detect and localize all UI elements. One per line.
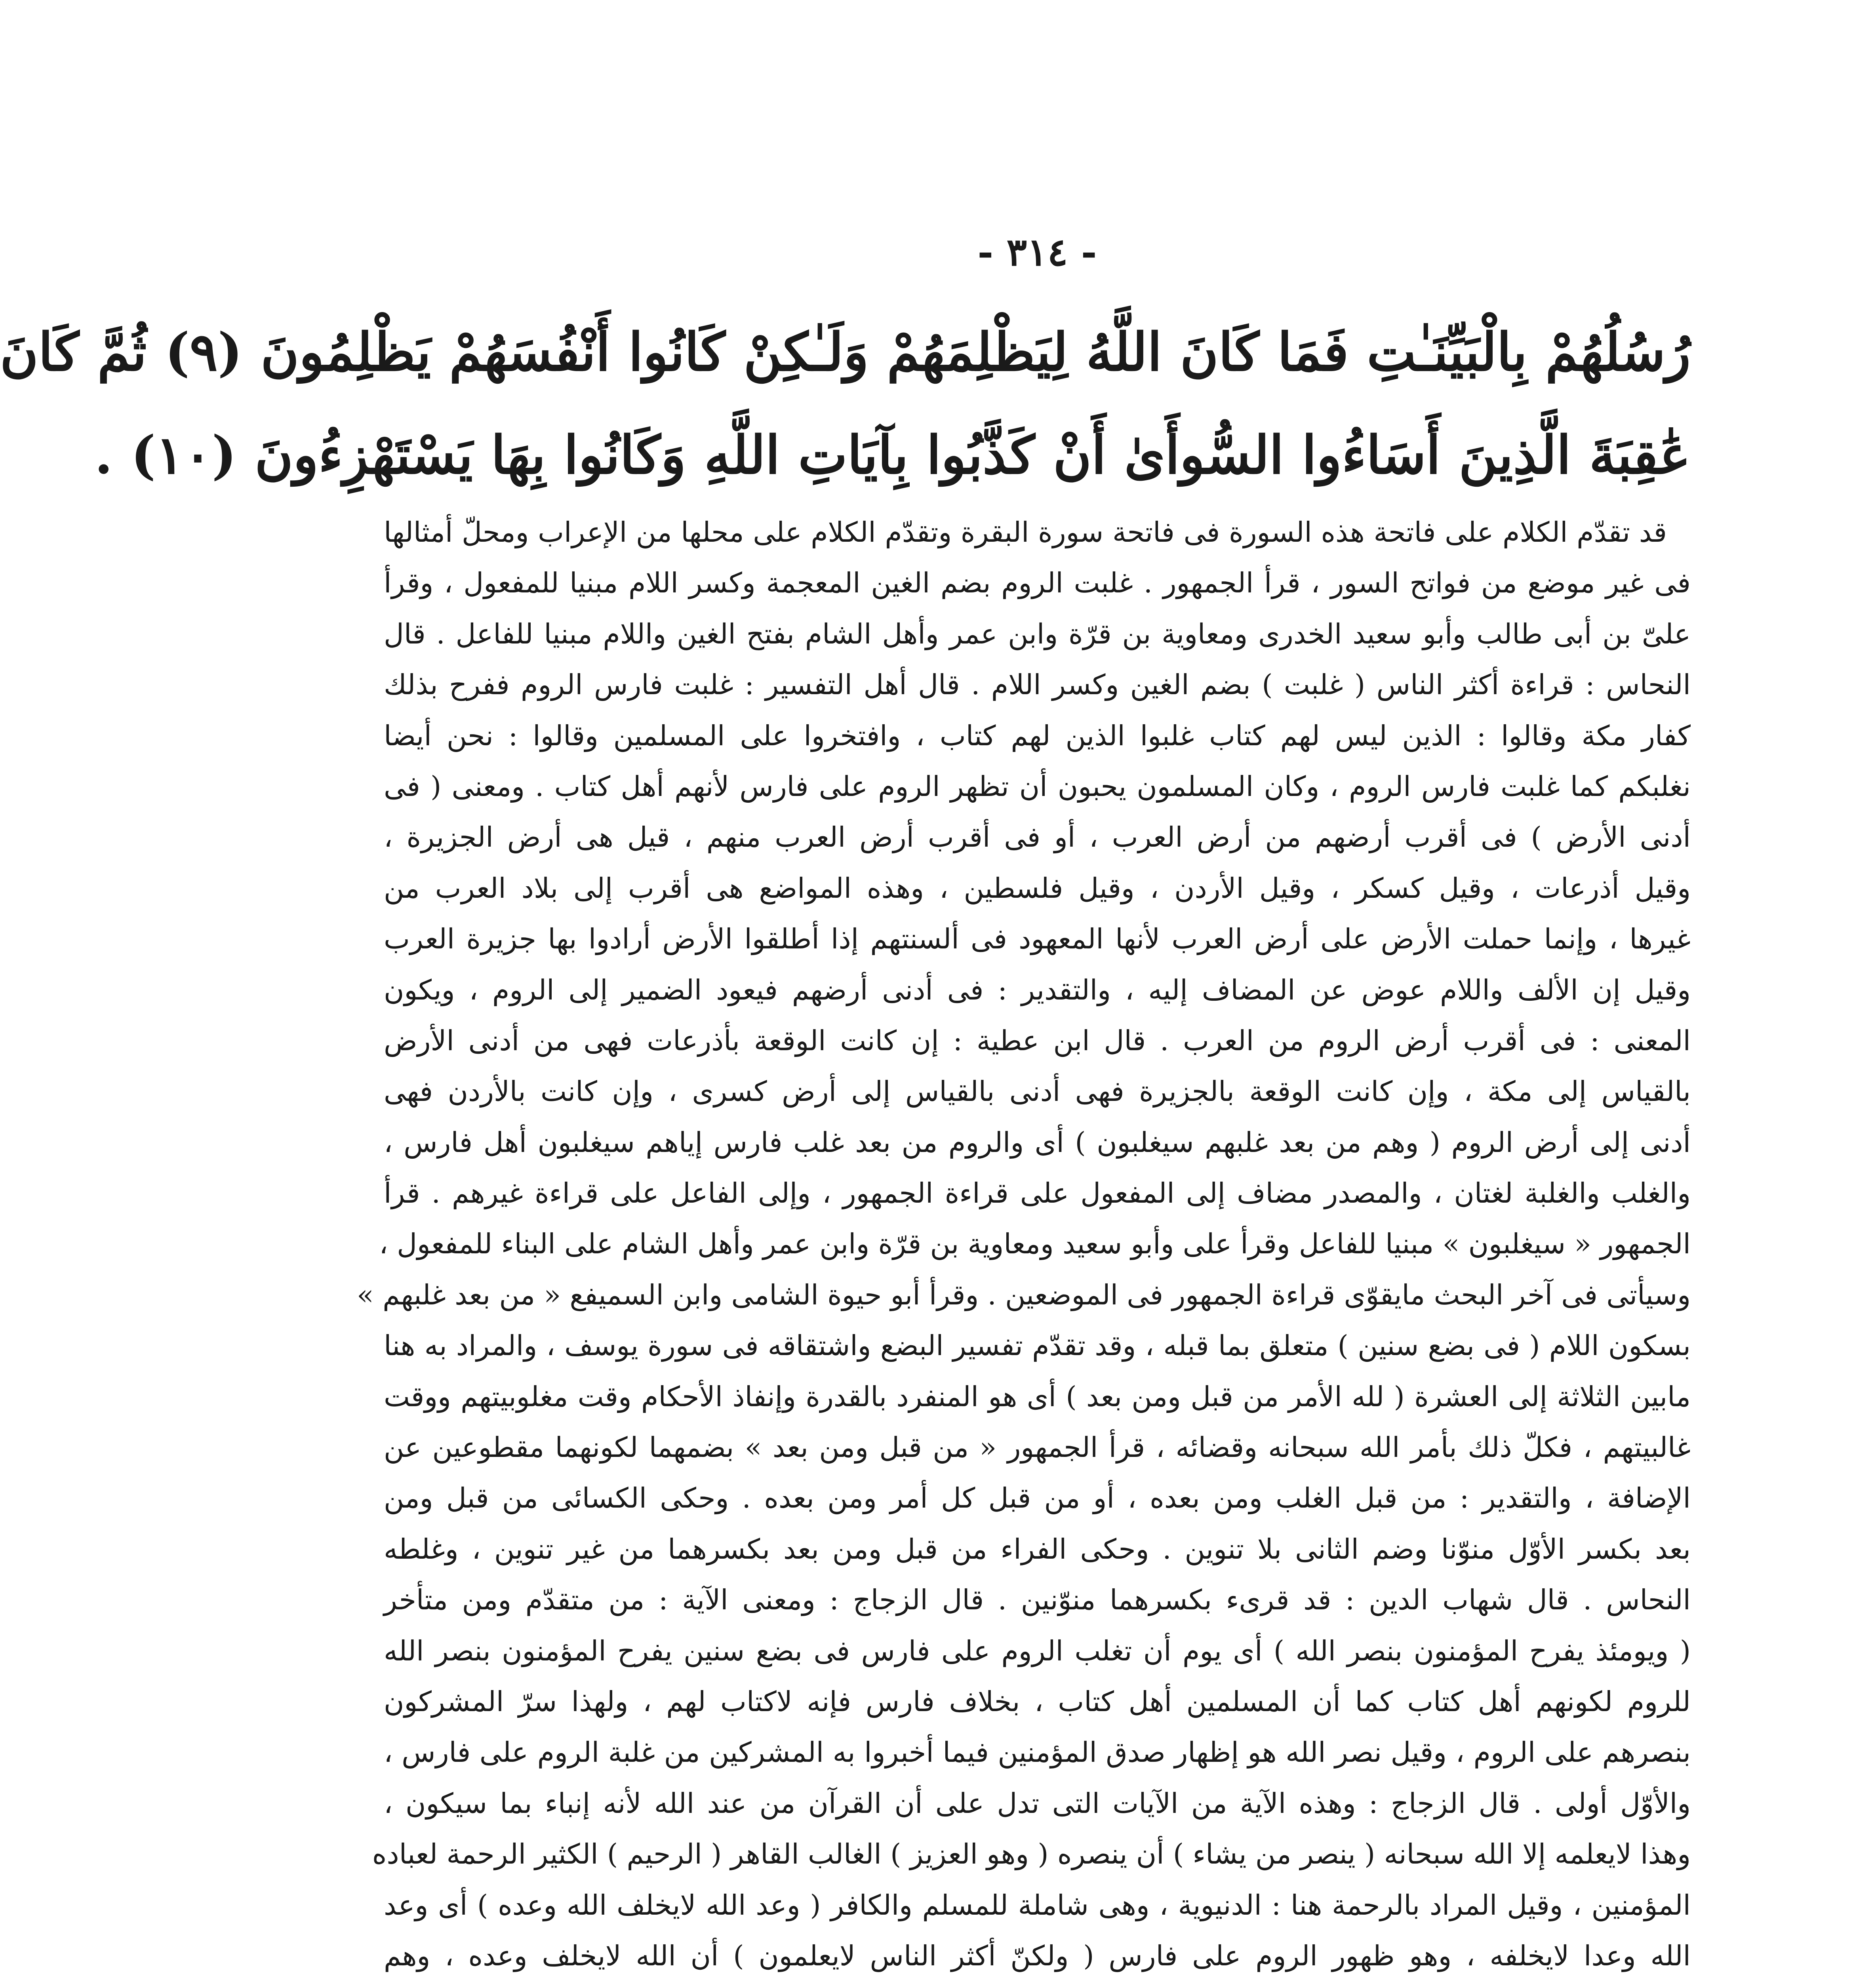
commentary-line: أدنى الأرض ) فى أقرب أرضهم من أرض العرب ، أو فى أقرب أرض العرب منهم ، قيل هى أرض الجزيرة ، [384, 821, 1691, 854]
commentary-line: بنصرهم على الروم ، وقيل نصر الله هو إظهار صدق المؤمنين فيما أخبروا به المشركين من غلبة الروم على فارس ، [384, 1736, 1691, 1769]
commentary-line: وقيل إن الألف واللام عوض عن المضاف إليه ، والتقدير : فى أدنى أرضهم فيعود الضمير إلى الروم ، ويكون [384, 973, 1691, 1006]
commentary-line: والغلب والغلبة لغتان ، والمصدر مضاف إلى المفعول على قراءة الجمهور ، وإلى الفاعل على قراءة غيرهم . قرأ [384, 1177, 1691, 1210]
commentary-line: غالبيتهم ، فكلّ ذلك بأمر الله سبحانه وقضائه ، قرأ الجمهور « من قبل ومن بعد » بضمهما لكونهما مقطوعين عن [384, 1431, 1691, 1464]
commentary-line: ( ويومئذ يفرح المؤمنون بنصر الله ) أى يوم أن تغلب الروم على فارس فى بضع سنين يفرح المؤمنون بنصر الله [384, 1634, 1691, 1667]
commentary-line: الجمهور « سيغلبون » مبنيا للفاعل وقرأ على وأبو سعيد ومعاوية بن قرّة وابن عمر وأهل الشام على البناء للمفعول ، [379, 1228, 1691, 1260]
commentary-line: غيرها ، وإنما حملت الأرض على أرض العرب لأنها المعهود فى ألسنتهم إذا أطلقوا الأرض أرادوا بها جزيرة العرب [384, 923, 1691, 956]
commentary-line: المؤمنين ، وقيل المراد بالرحمة هنا : الدنيوية ، وهى شاملة للمسلم والكافر ( وعد الله لايخلف الله وعده ) أى وعد [384, 1889, 1691, 1921]
commentary-line: بالقياس إلى مكة ، وإن كانت الوقعة بالجزيرة فهى أدنى بالقياس إلى أرض كسرى ، وإن كانت بالأردن فهى [384, 1075, 1691, 1108]
verse-line: عَٰقِبَةَ الَّذِينَ أَسَاءُوا السُّوأَىٰ أَنْ كَذَّبُوا بِآيَاتِ اللَّهِ وَكَانُوا بِهَا يَسْتَهْزِءُونَ (١٠) . [94, 425, 1691, 486]
commentary-line: فى غير موضع من فواتح السور ، قرأ الجمهور . غلبت الروم بضم الغين المعجمة وكسر اللام مبنيا للمفعول ، وقرأ [384, 567, 1691, 600]
commentary-line: الله وعدا لايخلفه ، وهو ظهور الروم على فارس ( ولكنّ أكثر الناس لايعلمون ) أن الله لايخلف وعده ، وهم [384, 1939, 1691, 1972]
commentary-line: وهذا لايعلمه إلا الله سبحانه ( ينصر من يشاء ) أن ينصره ( وهو العزيز ) الغالب القاهر ( الرحيم ) الكثير الرحمة لعباده [372, 1838, 1691, 1871]
commentary-line: قد تقدّم الكلام على فاتحة هذه السورة فى فاتحة سورة البقرة وتقدّم الكلام على محلها من الإعراب ومحلّ أمثالها [384, 516, 1667, 548]
commentary-line: علىّ بن أبى طالب وأبو سعيد الخدرى ومعاوية بن قرّة وابن عمر وأهل الشام بفتح الغين واللام مبنيا للفاعل . قال [384, 617, 1691, 650]
commentary-line: نغلبكم كما غلبت فارس الروم ، وكان المسلمون يحبون أن تظهر الروم على فارس لأنهم أهل كتاب . ومعنى ( فى [384, 770, 1691, 803]
commentary-line: المعنى : فى أقرب أرض الروم من العرب . قال ابن عطية : إن كانت الوقعة بأذرعات فهى من أدنى الأرض [384, 1024, 1691, 1057]
commentary-line: للروم لكونهم أهل كتاب كما أن المسلمين أهل كتاب ، بخلاف فارس فإنه لاكتاب لهم ، ولهذا سرّ المشركون [384, 1685, 1691, 1718]
commentary-line: بعد بكسر الأوّل منوّنا وضم الثانى بلا تنوين . وحكى الفراء من قبل ومن بعد بكسرهما من غير تنوين ، وغلطه [384, 1533, 1691, 1565]
commentary-line: النحاس : قراءة أكثر الناس ( غلبت ) بضم الغين وكسر اللام . قال أهل التفسير : غلبت فارس الروم ففرح بذلك [384, 668, 1691, 701]
commentary-line: النحاس . قال شهاب الدين : قد قرىء بكسرهما منوّنين . قال الزجاج : ومعنى الآية : من متقدّم ومن متأخر [384, 1584, 1691, 1616]
commentary-line: بسكون اللام ( فى بضع سنين ) متعلق بما قبله ، وقد تقدّم تفسير البضع واشتقاقه فى سورة يوسف ، والمراد به هنا [384, 1329, 1691, 1362]
commentary-line: الإضافة ، والتقدير : من قبل الغلب ومن بعده ، أو من قبل كل أمر ومن بعده . وحكى الكسائى من قبل ومن [384, 1482, 1691, 1515]
quran-verses [0, 301, 1691, 507]
commentary-line: أدنى إلى أرض الروم ( وهم من بعد غلبهم سيغلبون ) أى والروم من بعد غلب فارس إياهم سيغلبون أهل فارس ، [384, 1126, 1691, 1159]
commentary-line: مابين الثلاثة إلى العشرة ( لله الأمر من قبل ومن بعد ) أى هو المنفرد بالقدرة وإنفاذ الأحكام وقت مغلوبيتهم ووقت [384, 1380, 1691, 1413]
commentary-line: والأوّل أولى . قال الزجاج : وهذه الآية من الآيات التى تدل على أن القرآن من عند الله لأنه إنباء بما سيكون ، [384, 1787, 1691, 1820]
book-page [0, 222, 1691, 1980]
commentary-line: وقيل أذرعات ، وقيل كسكر ، وقيل الأردن ، وقيل فلسطين ، وهذه المواضع هى أقرب إلى بلاد العرب من [384, 872, 1691, 904]
commentary-line: وسيأتى فى آخر البحث مايقوّى قراءة الجمهور فى الموضعين . وقرأ أبو حيوة الشامى وابن السميفع « من بعد غلبهم » [357, 1278, 1691, 1311]
verse-line: رُسُلُهُمْ بِالْبَيِّنَـٰتِ فَمَا كَانَ اللَّهُ لِيَظْلِمَهُمْ وَلَـٰكِنْ كَانُوا أَنْفُسَهُمْ يَظْلِمُونَ (٩) ثُمَّ كَانَ [0, 322, 1691, 383]
commentary-text [357, 507, 1691, 1980]
page-number: - ٣١٤ - [977, 230, 1097, 274]
commentary-line: كفار مكة وقالوا : الذين ليس لهم كتاب غلبوا الذين لهم كتاب ، وافتخروا على المسلمين وقالوا : نحن أيضا [384, 719, 1691, 752]
